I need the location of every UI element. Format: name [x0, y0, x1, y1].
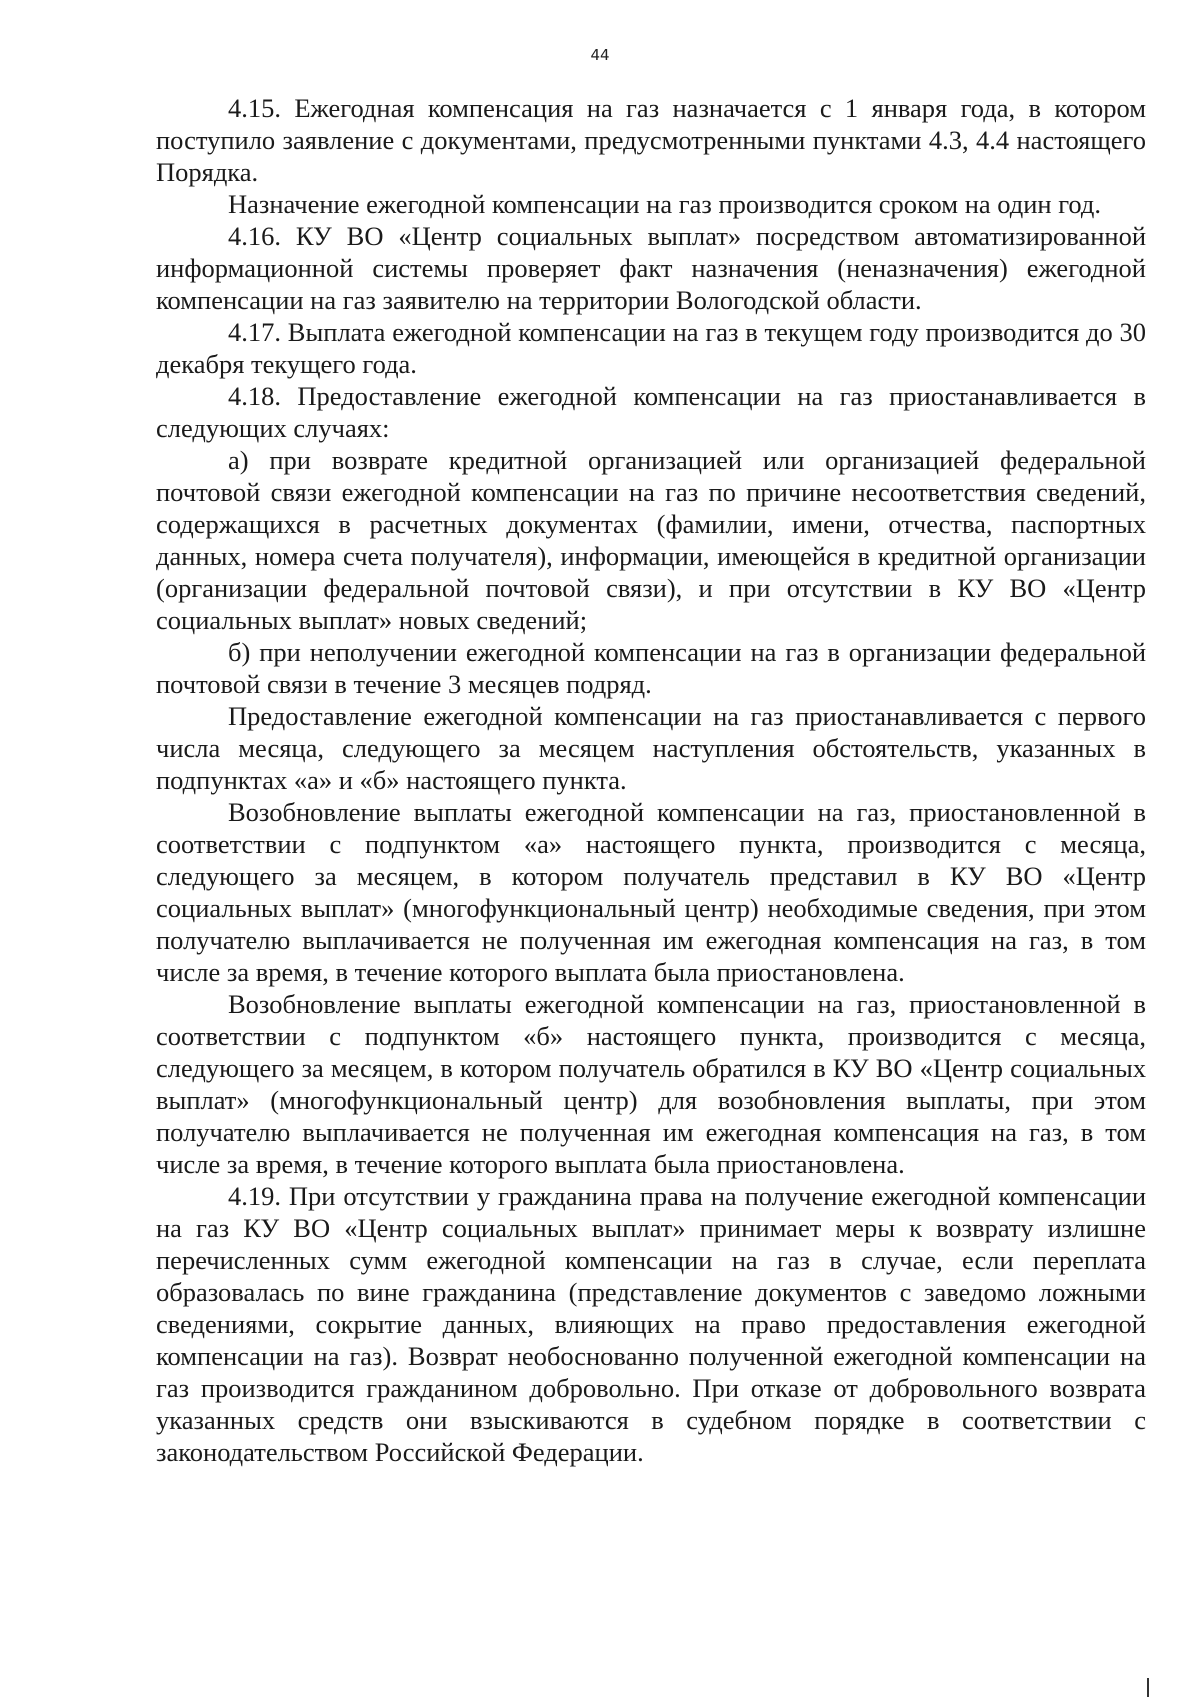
page-number: 44 [590, 46, 610, 64]
paragraph-4-19: 4.19. При отсутствии у гражданина права на получение ежегодной компенсации на газ КУ ВО «Центр социальных выплат» принимает меры к возврату излишне перечисленных сумм ежегодной компенсации на газ в случае, если переплата образовалась по вине гражданина (представление документов с заведомо ложными сведениями, сокрытие данных, влияющих на право предоставления ежегодной компенсации на газ). Возврат необоснованно полученной ежегодной компенсации на газ производится гражданином добровольно. При отказе от добровольного возврата указанных средств они взыскиваются в судебном порядке в соответствии с законодательством Российской Федерации. [156, 1181, 1146, 1467]
paragraph-4-18: 4.18. Предоставление ежегодной компенсации на газ приостанавливается в следующих случаях: [156, 381, 1146, 443]
paragraph-suspension: Предоставление ежегодной компенсации на газ приостанавливается с первого числа месяца, следующего за месяцем наступления обстоятельств, указанных в подпунктах «а» и «б» настоящего пункта. [156, 701, 1146, 795]
paragraph-4-15: 4.15. Ежегодная компенсация на газ назначается с 1 января года, в котором поступило заявление с документами, предусмотренными пунктами 4.3, 4.4 настоящего Порядка. [156, 93, 1146, 187]
paragraph-term: Назначение ежегодной компенсации на газ производится сроком на один год. [228, 189, 1102, 219]
paragraph-4-16: 4.16. КУ ВО «Центр социальных выплат» посредством автоматизированной информационной системы проверяет факт назначения (неназначения) ежегодной компенсации на газ заявителю на территории Вологодской области. [156, 221, 1146, 315]
scan-edge-mark [1147, 1678, 1149, 1697]
subparagraph-a: а) при возврате кредитной организацией или организацией федеральной почтовой связи ежегодной компенсации на газ по причине несоответствия сведений, содержащихся в расчетных документах (фамилии, имени, отчества, паспортных данных, номера счета получателя), информации, имеющейся в кредитной организации (организации федеральной почтовой связи), и при отсутствии в КУ ВО «Центр социальных выплат» новых сведений; [156, 445, 1146, 635]
document-body [156, 92, 1146, 1468]
paragraph-resumption-a: Возобновление выплаты ежегодной компенсации на газ, приостановленной в соответствии с подпунктом «а» настоящего пункта, производится с месяца, следующего за месяцем, в котором получатель представил в КУ ВО «Центр социальных выплат» (многофункциональный центр) необходимые сведения, при этом получателю выплачивается не полученная им ежегодная компенсация на газ, в том числе за время, в течение которого выплата была приостановлена. [156, 797, 1146, 987]
paragraph-4-17: 4.17. Выплата ежегодной компенсации на газ в текущем году производится до 30 декабря текущего года. [156, 317, 1146, 379]
paragraph-resumption-b: Возобновление выплаты ежегодной компенсации на газ, приостановленной в соответствии с подпунктом «б» настоящего пункта, производится с месяца, следующего за месяцем, в котором получатель обратился в КУ ВО «Центр социальных выплат» (многофункциональный центр) для возобновления выплаты, при этом получателю выплачивается не полученная им ежегодная компенсация на газ, в том числе за время, в течение которого выплата была приостановлена. [156, 989, 1146, 1179]
subparagraph-b: б) при неполучении ежегодной компенсации на газ в организации федеральной почтовой связи в течение 3 месяцев подряд. [156, 637, 1146, 699]
